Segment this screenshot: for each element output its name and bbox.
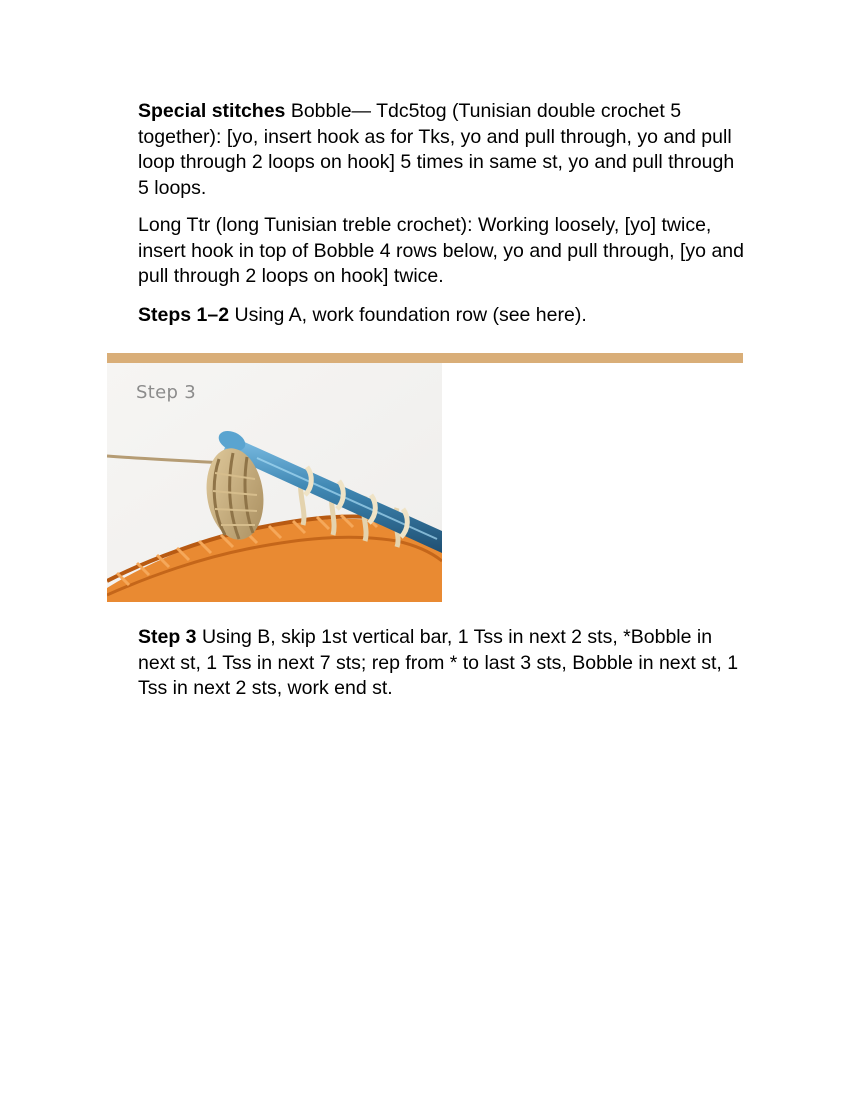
- photo-step-label: Step 3: [136, 382, 196, 403]
- step-3-photo: [107, 363, 442, 602]
- step-3-paragraph: [138, 625, 748, 702]
- step-3-text: Using B, skip 1st vertical bar, 1 Tss in next 2 sts, *Bobble in next st, 1 Tss in next 7 sts; rep from * to last 3 sts, Bobble in next st, 1 Tss in next 2 sts, work end st.: [138, 626, 739, 699]
- long-ttr-text: Long Ttr (long Tunisian treble crochet): Working loosely, [yo] twice, insert hook in top of Bobble 4 rows below, yo and pull through, [yo and pull through 2 loops on hook] twice.: [138, 214, 744, 287]
- special-stitches-text: Bobble— Tdc5tog (Tunisian double crochet 5 together): [yo, insert hook as for Tks, yo and pull through, yo and pull loop through 2 loops on hook] 5 times in same st, yo and pull through 5 loops.: [138, 100, 735, 199]
- long-ttr-paragraph: [138, 213, 748, 290]
- steps-1-2-heading: Steps 1–2: [138, 304, 230, 326]
- steps-1-2-text: Using A, work foundation row (see here).: [229, 304, 587, 326]
- special-stitches-heading: Special stitches: [138, 100, 286, 122]
- section-divider-bar: [107, 353, 743, 363]
- step-3-heading: Step 3: [138, 626, 197, 648]
- steps-1-2-paragraph: [138, 303, 748, 329]
- special-stitches-paragraph: [138, 99, 748, 201]
